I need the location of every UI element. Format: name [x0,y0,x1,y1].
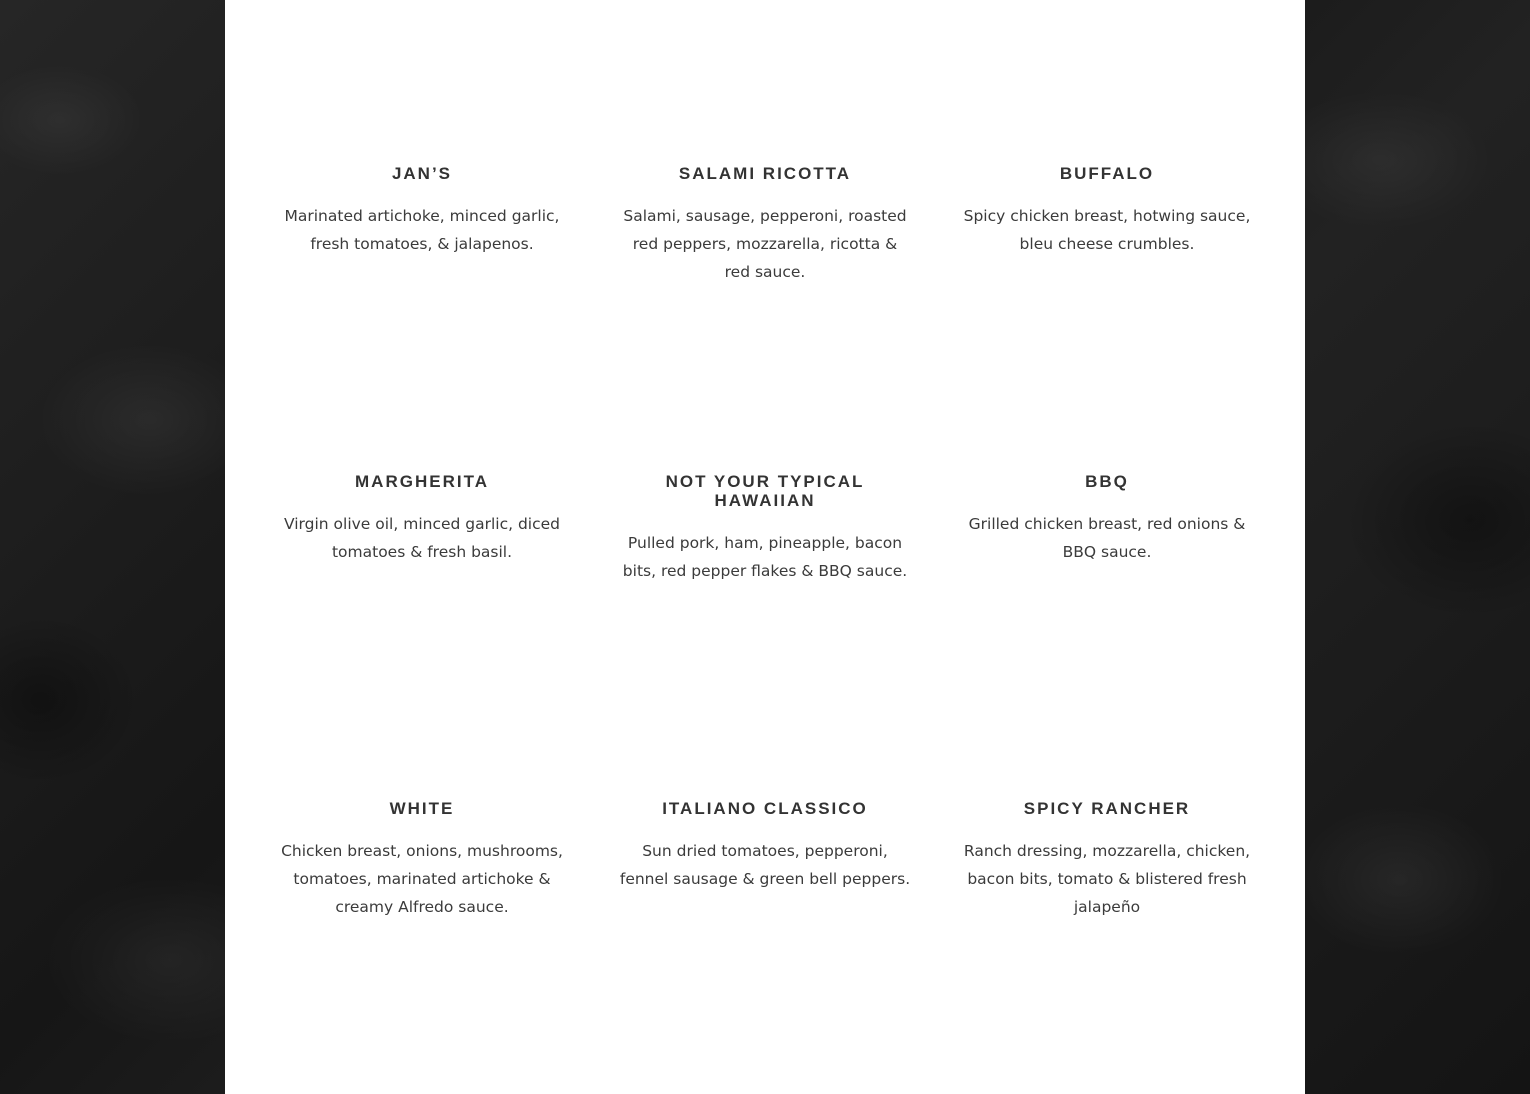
menu-item-white [267,799,577,921]
menu-content-panel [225,0,1305,1094]
menu-item-margherita [267,472,577,566]
menu-item-spicy-rancher [952,799,1262,921]
menu-item-description: Grilled chicken breast, red onions & BBQ sauce. [968,515,1246,561]
menu-item-description: Virgin olive oil, minced garlic, diced tomatoes & fresh basil. [283,515,561,561]
menu-item-description: Sun dried tomatoes, pepperoni, fennel sausage & green bell peppers. [619,842,911,888]
menu-item-description: Chicken breast, onions, mushrooms, tomatoes, marinated artichoke & creamy Alfredo sauce. [281,842,563,916]
menu-item-salami-ricotta [610,164,920,286]
menu-item-description: Salami, sausage, pepperoni, roasted red peppers, mozzarella, ricotta & red sauce. [623,207,907,281]
menu-item-description: Ranch dressing, mozzarella, chicken, bacon bits, tomato & blistered fresh jalapeño [963,842,1251,916]
menu-item-not-your-typical-hawaiian [610,472,920,585]
menu-item-name: NOT YOUR TYPICAL HAWAIIAN [665,472,865,510]
menu-item-name: JAN’S [391,164,453,183]
menu-item-description: Spicy chicken breast, hotwing sauce, bleu cheese crumbles. [963,207,1251,253]
menu-item-bbq [952,472,1262,566]
menu-item-name: BBQ [1085,472,1129,491]
menu-item-description: Marinated artichoke, minced garlic, fresh tomatoes, & jalapenos. [284,207,560,253]
menu-item-description: Pulled pork, ham, pineapple, bacon bits, red pepper flakes & BBQ sauce. [622,534,908,580]
menu-item-name: SPICY RANCHER [1023,799,1191,818]
menu-item-name: WHITE [389,799,455,818]
menu-item-name: SALAMI RICOTTA [678,164,852,183]
menu-item-name: ITALIANO CLASSICO [662,799,868,818]
menu-item-buffalo [952,164,1262,258]
menu-item-name: MARGHERITA [355,472,489,491]
menu-item-name: BUFFALO [1059,164,1155,183]
menu-item-jans [267,164,577,258]
menu-item-italiano-classico [610,799,920,893]
